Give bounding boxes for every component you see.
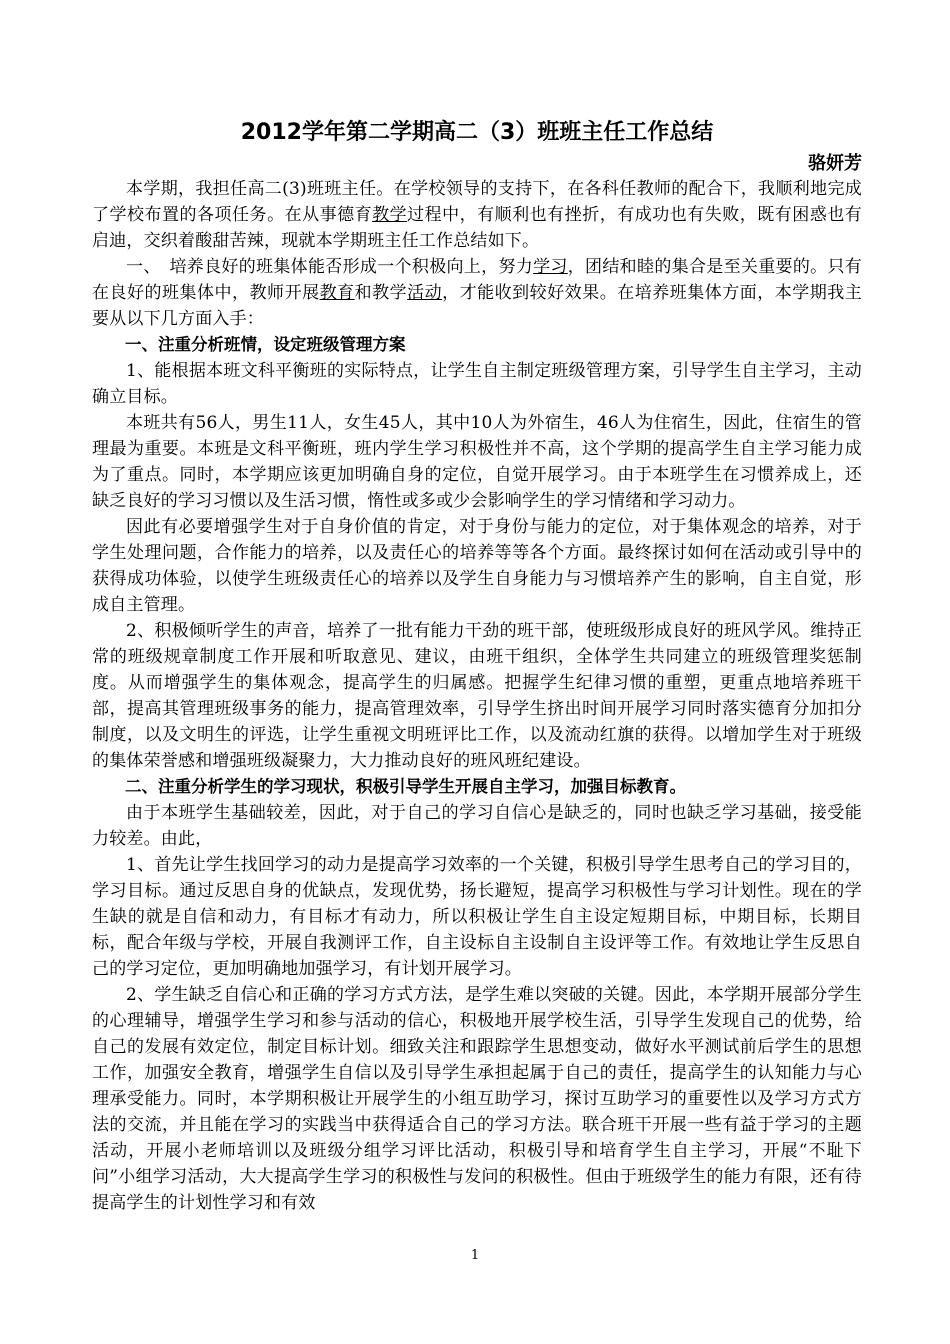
page-number: 1 <box>470 1248 480 1263</box>
paragraph-2: 本班共有56人，男生11人，女生45人，其中10人为外宿生，46人为住宿生，因此，住宿生的管理最为重要。本班是文科平衡班，班内学生学习积极性并不高，这个学期的提高学生自主学习能力成为了重点。同时，本学期应该更加明确自身的定位，自觉开展学习。由于本班学生在习惯养成上，还缺乏良好的学习习惯以及生活习惯，惰性或多或少会影响学生的学习情绪和学习动力。 <box>92 413 862 511</box>
document-title: 2012学年第二学期高二（3）班班主任工作总结 <box>240 120 714 145</box>
link-activity[interactable]: 活动 <box>407 283 443 303</box>
heading-2: 二、注重分析学生的学习现状，积极引导学生开展自主学习，加强目标教育。 <box>125 777 686 796</box>
link-teaching[interactable]: 教学 <box>372 205 408 225</box>
author-name: 骆妍芳 <box>808 153 862 174</box>
link-study[interactable]: 学习 <box>533 257 568 277</box>
section1-text-a: 一、 培养良好的班集体能否形成一个积极向上，努力 <box>126 257 534 277</box>
section1-intro <box>92 254 862 332</box>
intro-text: 本学期，我担任高二(3)班班主任。在学校领导的支持下，在各科任教师的配合下，我顺利地完成了学校布置的各项任务。在从事德育 <box>92 179 862 225</box>
link-education[interactable]: 教育 <box>319 283 355 303</box>
paragraph-1: 1、能根据本班文科平衡班的实际特点，让学生自主制定班级管理方案，引导学生自主学习，主动确立目标。 <box>92 361 862 407</box>
document-page <box>92 118 862 1216</box>
paragraph-3: 因此有必要增强学生对于自身价值的肯定，对于身份与能力的定位，对于集体观念的培养，对于学生处理问题，合作能力的培养，以及责任心的培养等等各个方面。最终探讨如何在活动或引导中的获得成功体验，以使学生班级责任心的培养以及学生自身能力与习惯培养产生的影响，自主自觉，形成自主管理。 <box>92 517 862 615</box>
paragraph-7: 2、学生缺乏自信心和正确的学习方式方法，是学生难以突破的关键。因此，本学期开展部分学生的心理辅导，增强学生学习和参与活动的信心，积极地开展学校生活，引导学生发现自己的优势，给自己的发展有效定位，制定目标计划。细致关注和跟踪学生思想变动，做好水平测试前后学生的思想工作，加强安全教育，增强学生自信以及引导学生承担起属于自己的责任，提高学生的认知能力与心理承受能力。同时，本学期积极让开展学生的小组互助学习，探讨互助学习的重要性以及学习方式方法的交流，并且能在学习的实践当中获得适合自己的学习方法。联合班干开展一些有益于学习的主题活动，开展小老师培训以及班级分组学习评比活动，积极引导和培育学生自主学习，开展“不耻下问”小组学习活动，大大提高学生学习的积极性与发问的积极性。但由于班级学生的能力有限，还有待提高学生的计划性学习和有效 <box>92 985 862 1213</box>
paragraph-5: 由于本班学生基础较差，因此，对于自己的学习自信心是缺乏的，同时也缺乏学习基础，接受能力较差。由此， <box>92 803 862 849</box>
paragraph-6: 1、首先让学生找回学习的动力是提高学习效率的一个关键，积极引导学生思考自己的学习目的，学习目标。通过反思自身的优缺点，发现优势，扬长避短，提高学习积极性与学习计划性。现在的学生缺的就是自信和动力，有目标才有动力，所以积极让学生自主设定短期目标，中期目标，长期目标，配合年级与学校，开展自我测评工作，自主设标自主设制自主设评等工作。有效地让学生反思自己的学习定位，更加明确地加强学习，有计划开展学习。 <box>92 855 862 979</box>
section1-text-c: 和教学 <box>354 283 408 303</box>
section1-text-d: ，才能收到较好效果。在培养班集体方面，本学期我主要从以下几方面入手： <box>92 283 862 329</box>
heading-1: 一、注重分析班情，设定班级管理方案 <box>125 335 406 354</box>
intro-text-end: 过程中，有顺利也有挫折，有成功也有失败，既有困惑也有启迪，交织着酸甜苦辣，现就本学期班主任工作总结如下。 <box>92 205 862 251</box>
intro-paragraph <box>92 176 862 254</box>
section1-text-b: ，团结和睦的集合是至关重要的。只有在良好的班集体中，教师开展 <box>92 257 862 303</box>
paragraph-4: 2、积极倾听学生的声音，培养了一批有能力干劲的班干部，使班级形成良好的班风学风。维持正常的班级规章制度工作开展和听取意见、建议，由班干组织，全体学生共同建立的班级管理奖惩制度。从而增强学生的集体观念，提高学生的归属感。把握学生纪律习惯的重塑，更重点地培养班干部，提高其管理班级事务的能力，提高管理效率，引导学生挤出时间开展学习同时落实德育分加扣分制度，以及文明生的评选，让学生重视文明班评比工作，以及流动红旗的获得。以增加学生对于班级的集体荣誉感和增强班级凝聚力，大力推动良好的班风班纪建设。 <box>92 621 862 771</box>
